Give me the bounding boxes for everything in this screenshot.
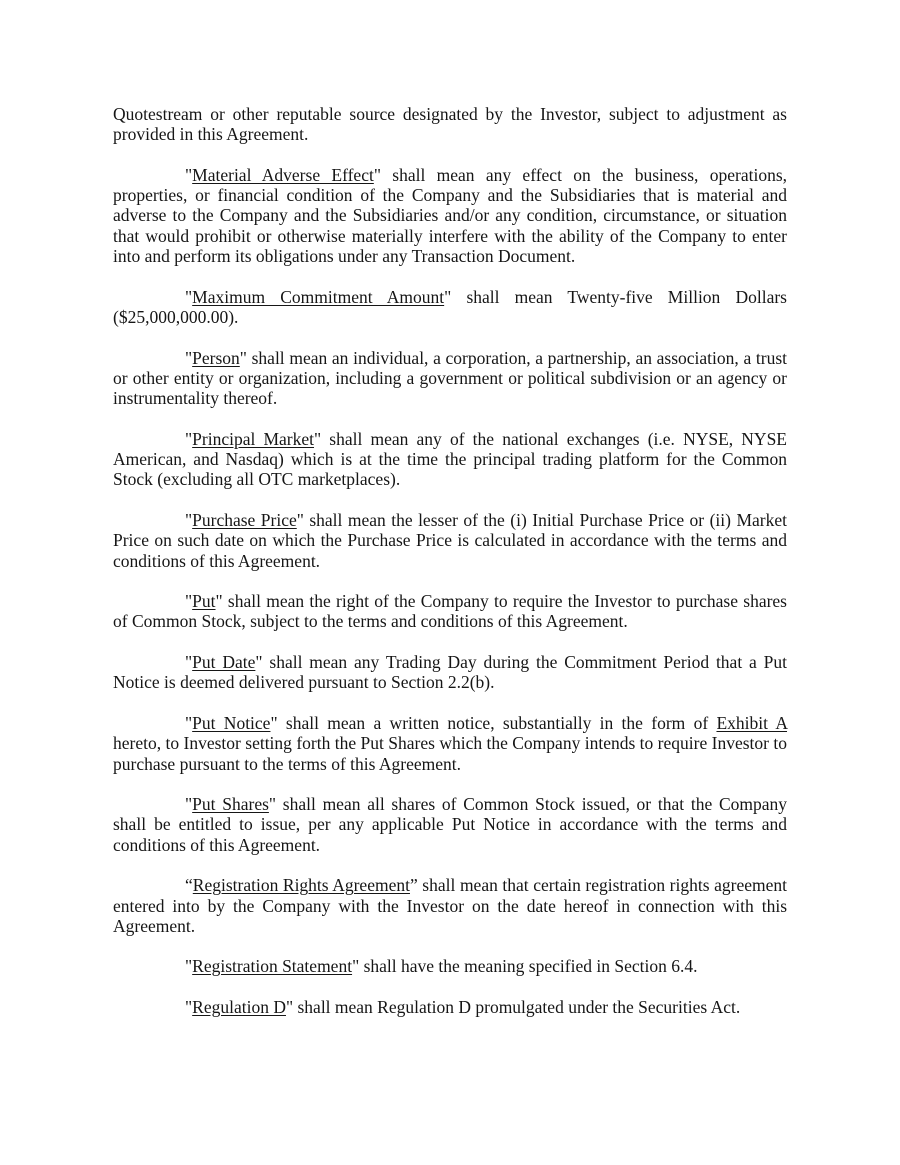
definition-paragraph-person [113, 348, 787, 409]
defined-term-underlined: Put Notice [192, 712, 271, 733]
defined-term-underlined: Purchase Price [192, 509, 297, 530]
defined-term-underlined: Material Adverse Effect [192, 164, 374, 185]
defined-term-underlined: Person [192, 347, 240, 368]
text-run: Quotestream or other reputable source designated by the Investor, subject to adjustment as provided in this Agreement. [113, 104, 787, 145]
text-run: " shall mean an individual, a corporation, a partnership, an association, a trust or other entity or organization, including a government or political subdivision or an agency or instrumentality thereof. [113, 347, 787, 409]
definition-paragraph-purchase-price [113, 510, 787, 571]
definition-paragraph-put-date [113, 652, 787, 693]
text-run: " [185, 428, 193, 449]
definition-paragraph-registration-statement [113, 956, 787, 976]
text-run: " shall mean any of the national exchanges (i.e. NYSE, NYSE American, and Nasdaq) which is at the time the principal trading platform for the Common Stock (excluding all OTC marketplaces). [113, 428, 787, 490]
definition-paragraph-put-shares [113, 794, 787, 855]
definition-paragraph-principal-market [113, 429, 787, 490]
text-run: " shall mean a written notice, substantially in the form of [270, 712, 717, 733]
definition-paragraph-put [113, 591, 787, 632]
defined-term-underlined: Exhibit A [716, 712, 788, 733]
text-run: " [185, 652, 193, 673]
defined-term-underlined: Registration Statement [192, 956, 353, 977]
text-run: " shall mean any Trading Day during the Commitment Period that a Put Notice is deemed delivered pursuant to Section 2.2(b). [113, 652, 787, 693]
text-run: " [185, 956, 193, 977]
text-run: " shall mean all shares of Common Stock issued, or that the Company shall be entitled to issue, per any applicable Put Notice in accordance with the terms and conditions of this Agreement. [113, 794, 788, 855]
text-run: " [185, 712, 193, 733]
text-run: " shall mean Twenty-five Million Dollars ($25,000,000.00). [113, 286, 787, 327]
text-run: " [185, 286, 193, 307]
defined-term-underlined: Maximum Commitment Amount [192, 286, 445, 307]
text-run: " shall mean the right of the Company to require the Investor to purchase shares of Common Stock, subject to the terms and conditions of this Agreement. [113, 591, 787, 632]
definition-paragraph-material-adverse-effect [113, 165, 787, 266]
text-run: " [185, 164, 193, 185]
text-run: " [185, 591, 193, 612]
defined-term-underlined: Registration Rights Agreement [192, 875, 410, 896]
text-run: " shall mean the lesser of the (i) Initial Purchase Price or (ii) Market Price on such date on which the Purchase Price is calculated in accordance with the terms and conditions of this Agreement. [113, 509, 787, 571]
defined-term-underlined: Put [192, 591, 216, 612]
text-run: hereto, to Investor setting forth the Put Shares which the Company intends to require Investor to purchase pursuant to the terms of this Agreement. [113, 733, 787, 774]
text-run: " [185, 347, 193, 368]
text-run: " shall mean any effect on the business, operations, properties, or financial condition of the Company and the Subsidiaries that is material and adverse to the Company and the Subsidiaries and/or any condition, circumstance, or situation that would prohibit or otherwise materially interfere with the ability of the Company to enter into and perform its obligations under any Transaction Document. [113, 164, 788, 267]
defined-term-underlined: Put Shares [192, 794, 269, 815]
defined-term-underlined: Regulation D [192, 997, 286, 1018]
text-run: " [185, 997, 193, 1018]
definition-paragraph-registration-rights-agreement [113, 875, 787, 936]
text-run: " [185, 794, 193, 815]
definition-paragraph-maximum-commitment-amount [113, 287, 787, 328]
definition-paragraph-regulation-d [113, 997, 787, 1017]
definition-paragraph-put-notice [113, 713, 787, 774]
defined-term-underlined: Put Date [192, 652, 256, 673]
defined-term-underlined: Principal Market [192, 428, 315, 449]
text-run: " shall have the meaning specified in Section 6.4. [352, 956, 698, 977]
text-run: " [185, 509, 193, 530]
document-body [113, 104, 787, 1038]
text-run: " shall mean Regulation D promulgated under the Securities Act. [285, 997, 741, 1018]
continuation-paragraph [113, 104, 787, 145]
text-run: ” shall mean that certain registration rights agreement entered into by the Company with the Investor on the date hereof in connection with this Agreement. [113, 875, 787, 936]
text-run: “ [185, 875, 193, 896]
